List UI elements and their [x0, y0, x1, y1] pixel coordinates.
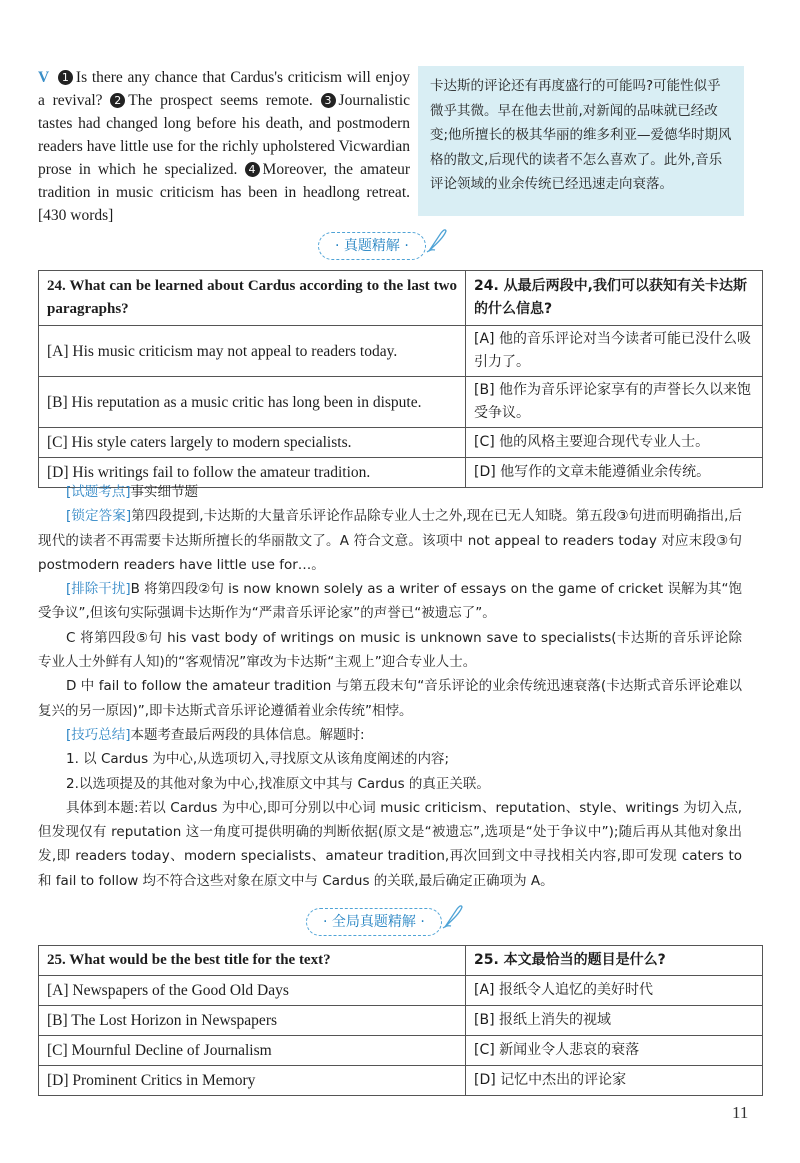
quill-pen-icon [425, 227, 447, 253]
option-zh: [A] 他的音乐评论对当今读者可能已没什么吸引力了。 [466, 326, 763, 377]
option-zh: [D] 记忆中杰出的评论家 [466, 1066, 763, 1096]
option-en: [C] Mournful Decline of Journalism [39, 1036, 466, 1066]
analysis-list-item: 2.以选项提及的其他对象为中心,找准原文中其与 Cardus 的真正关联。 [66, 775, 490, 792]
translation-text: 卡达斯的评论还有再度盛行的可能吗?可能性似乎微乎其微。早在他去世前,对新闻的品味就已经改变;他所擅长的极其华丽的维多利亚—爱德华时期风格的散文,后现代的读者不怎么喜欢了。此外,音乐评论领域的业余传统已经迅速走向衰落。 [430, 78, 732, 192]
analysis-paragraph: [技巧总结]本题考查最后两段的具体信息。解题时: [66, 726, 365, 743]
option-zh: [C] 新闻业令人悲哀的衰落 [466, 1036, 763, 1066]
section-title: · 真题精解 · [335, 238, 409, 254]
option-en: [D] His writings fail to follow the amateur tradition. [39, 458, 466, 488]
question-en: 24. What can be learned about Cardus according to the last two paragraphs? [39, 271, 466, 326]
option-zh: [B] 他作为音乐评论家享有的声誉长久以来饱受争议。 [466, 377, 763, 428]
analysis-paragraph: [排除干扰]B 将第四段②句 is now known solely as a writer of essays on the game of cricket 误解为其“饱受争议”,但该句实际强调卡达斯作为“严肃音乐评论家”的声誉已“被遗忘了”。 [38, 581, 742, 622]
section-tag: [技巧总结] [66, 726, 131, 743]
option-zh: [C] 他的风格主要迎合现代专业人士。 [466, 428, 763, 458]
word-count: [430 words] [38, 207, 114, 224]
sentence-number: 3 [321, 93, 336, 108]
table-row [39, 428, 763, 458]
question-24-table [38, 270, 763, 488]
analysis-paragraph: C 将第四段⑤句 his vast body of writings on music is unknown save to specialists(卡达斯的音乐评论除专业人士外鲜有人知)的“客观情况”窜改为卡达斯“主观上”迎合专业人士。 [38, 629, 742, 671]
question-zh: 24. 从最后两段中,我们可以获知有关卡达斯的什么信息? [466, 271, 763, 326]
section-badge-global [306, 908, 442, 936]
question-en: 25. What would be the best title for the text? [39, 946, 466, 976]
sentence: Journalistic tastes had changed long before his death, and postmodern readers have little use for the richly upholstered Vicwardian prose in which he specialized. [38, 92, 411, 178]
passage-paragraph [38, 66, 410, 227]
sentence-number: 1 [58, 70, 73, 85]
option-en: [A] His music criticism may not appeal to readers today. [39, 326, 466, 377]
option-zh: [B] 报纸上消失的视域 [466, 1006, 763, 1036]
sentence-number: 4 [245, 162, 260, 177]
sentence: The prospect seems remote. [128, 92, 313, 109]
analysis-paragraph: [锁定答案]第四段提到,卡达斯的大量音乐评论作品除专业人士之外,现在已无人知晓。第五段③句进而明确指出,后现代的读者不再需要卡达斯所擅长的华丽散文了。A 符合文意。该项中 not appeal to readers today 对应末段③句 postmodern readers have little use for…。 [38, 508, 742, 573]
section-tag: [排除干扰] [66, 581, 131, 598]
option-zh: [A] 报纸令人追忆的美好时代 [466, 976, 763, 1006]
question-zh: 25. 本文最恰当的题目是什么? [466, 946, 763, 976]
analysis-paragraph: [试题考点]事实细节题 [66, 484, 199, 500]
option-en: [B] His reputation as a music critic has long been in dispute. [39, 377, 466, 428]
option-en: [D] Prominent Critics in Memory [39, 1066, 466, 1096]
table-row [39, 1036, 763, 1066]
sentence-number: 2 [110, 93, 125, 108]
question-25-table [38, 945, 763, 1096]
translation-box [418, 66, 744, 216]
table-row [39, 271, 763, 326]
section-tag: [试题考点] [66, 484, 131, 500]
paragraph-marker: V [38, 69, 50, 86]
analysis-list-item: 1. 以 Cardus 为中心,从选项切入,寻找原文从该角度阐述的内容; [66, 751, 450, 768]
section-badge-detail [318, 232, 426, 260]
option-zh: [D] 他写作的文章未能遵循业余传统。 [466, 458, 763, 488]
analysis-paragraph: D 中 fail to follow the amateur tradition 与第五段末句“音乐评论的业余传统迅速衰落(卡达斯式音乐评论难以复兴的另一原因)”,即卡达斯式音乐评论遵循着业余传统”相悖。 [38, 678, 742, 719]
table-row [39, 326, 763, 377]
option-en: [B] The Lost Horizon in Newspapers [39, 1006, 466, 1036]
page-number: 11 [732, 1103, 749, 1122]
table-row [39, 946, 763, 976]
table-row [39, 377, 763, 428]
sentence: Moreover, the amateur tradition in music criticism has been in headlong retreat. [38, 161, 411, 201]
table-row [39, 976, 763, 1006]
quill-pen-icon [441, 903, 463, 929]
section-title: · 全局真题精解 · [323, 914, 425, 930]
sentence: Is there any chance that Cardus's criticism will enjoy a revival? [38, 69, 410, 109]
option-en: [A] Newspapers of the Good Old Days [39, 976, 466, 1006]
section-tag: [锁定答案] [66, 508, 132, 525]
analysis-paragraph: 具体到本题:若以 Cardus 为中心,即可分别以中心词 music criticism、reputation、style、writings 为切入点,但发现仅有 reputation 这一角度可提供明确的判断依据(原文是“被遗忘”,选项是“处于争议中”);随后再从其他对象出发,即 readers today、modern specialists、amateur tradition,再次回到文中寻找相关内容,即可发现 caters to 和 fail to follow 均不符合这些对象在原文中与 Cardus 的关联,最后确定正确项为 A。 [38, 799, 742, 889]
table-row [39, 1006, 763, 1036]
analysis-section [38, 480, 742, 893]
table-row [39, 1066, 763, 1096]
option-en: [C] His style caters largely to modern specialists. [39, 428, 466, 458]
